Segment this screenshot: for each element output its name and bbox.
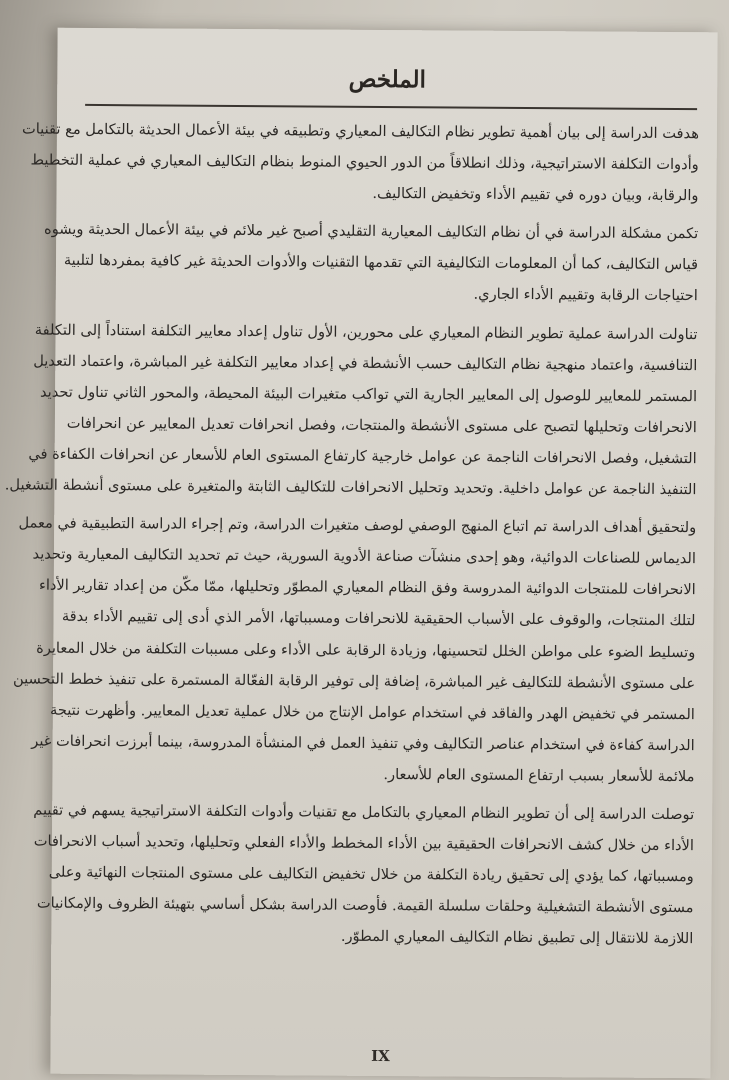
text-line: تكمن مشكلة الدراسة في أن نظام التكاليف المعيارية التقليدي أصبح غير ملائم في بيئة الأعمال الحديثة ويشوه — [44, 220, 699, 243]
text-line: الديماس للصناعات الدوائية، وهو إحدى منشآت صناعة الأدوية السورية، حيث تم تحديد التكاليف المعيارية وتحديد — [32, 545, 697, 568]
text-line: وتسليط الضوء على مواطن الخلل لتحسينها، وزيادة الرقابة على الأداء وعلى مسببات التكلفة من خلال المعايرة — [36, 639, 696, 661]
text-line: ملائمة للأسعار بسبب ارتفاع المستوى العام للأسعار. — [383, 765, 695, 786]
text-line: الانحرافات وتحليلها لتصبح على مستوى الأنشطة والمنتجات، وفصل انحرافات تعديل المعايير عن انحرافات — [66, 414, 697, 437]
text-line: هدفت الدراسة إلى بيان أهمية تطوير نظام التكاليف المعياري وتطبيقه في بيئة الأعمال الحديثة بالتكامل مع تقنيات — [21, 120, 699, 143]
text-line: المستمر في تخفيض الهدر والفاقد في استخدام عوامل الإنتاج من خلال عملية تعديل المعايير. وأظهرت نتيجة — [50, 701, 695, 723]
text-line: والرقابة، وبيان دوره في تقييم الأداء وتخفيض التكاليف. — [372, 185, 699, 205]
text-line: ومسبباتها، كما يؤدي إلى تحقيق ريادة التكلفة من خلال تخفيض التكاليف على مستوى المنتجات النهائية وعلى — [48, 863, 694, 886]
text-line: التنافسية، واعتماد منهجية نظام التكاليف حسب الأنشطة في إعداد معايير التكلفة غير المباشرة، واعتماد التعديل — [33, 352, 698, 374]
text-line: توصلت الدراسة إلى أن تطوير النظام المعياري بالتكامل مع تقنيات وأدوات التكلفة الاستراتيجية يسهم في تقييم — [33, 801, 695, 824]
text-line: قياس التكاليف، كما أن المعلومات التكاليفية التي تقدمها التقنيات والأدوات الحديثة غير كافية بمفردها لتلبية — [63, 252, 699, 274]
abstract-paragraph — [33, 795, 695, 955]
text-line: احتياجات الرقابة وتقييم الأداء الجاري. — [473, 286, 698, 305]
text-line: الانحرافات للمنتجات الدوائية المدروسة وفق النظام المعياري المطوّر وتحليلها، ممّا مكّن من إعداد تقارير الأداء — [38, 576, 696, 599]
abstract-paragraph — [4, 314, 698, 505]
text-line: لتلك المنتجات، والوقوف على الأسباب الحقيقية للانحرافات ومسبباتها، الأمر الذي أدى إلى تقييم الأداء بدقة — [61, 608, 696, 630]
abstract-paragraph — [12, 508, 697, 792]
text-line: الأداء من خلال كشف الانحرافات الحقيقية بين الأداء المخطط والأداء الفعلي وتحليلها، وتحديد أسباب الانحرافات — [33, 832, 695, 855]
page-number: IX — [371, 1046, 390, 1066]
abstract-body — [4, 114, 699, 962]
document-page — [4, 28, 717, 1079]
abstract-paragraph — [44, 214, 699, 312]
page-title: الملخص — [348, 65, 427, 94]
text-line: التنفيذ الناجمة عن عوامل داخلية. وتحديد وتحليل الانحرافات للتكاليف الثابتة والمتغيرة على مستوى أنشطة التشغيل. — [4, 476, 697, 499]
text-line: وأدوات التكلفة الاستراتيجية، وذلك انطلاقاً من الدور الحيوي المنوط بنظام التكاليف المعياري في عملية التخطيط — [30, 151, 699, 174]
text-line: على مستوى الأنشطة للتكاليف غير المباشرة، إضافة إلى توفير الرقابة الفعّالة المستمرة على تنفيذ خطط التحسين — [12, 670, 696, 692]
abstract-paragraph — [21, 114, 699, 212]
text-line: الدراسة كفاءة في استخدام عناصر التكاليف وفي تنفيذ العمل في المنشأة المدروسة، بينما أبرزت انحرافات غير — [31, 732, 695, 754]
text-line: اللازمة للانتقال إلى تطبيق نظام التكاليف المعياري المطوّر. — [340, 928, 694, 948]
text-line: التشغيل، وفصل الانحرافات الناجمة عن عوامل خارجية كارتفاع المستوى العام للأسعار عن انحرافات الكفاءة في — [28, 445, 697, 468]
text-line: مستوى الأنشطة التشغيلية وحلقات سلسلة القيمة. فأوصت الدراسة بشكل أساسي بتهيئة الظروف والإمكانيات — [36, 894, 694, 917]
text-line: تناولت الدراسة عملية تطوير النظام المعياري على محورين، الأول تناول إعداد معايير التكلفة استناداً إلى التكلفة — [34, 321, 698, 343]
text-line: المستمر للمعايير للوصول إلى المعايير الجارية التي تواكب متغيرات البيئة المحيطة، والمحور الثاني تناول تحديد — [39, 383, 698, 405]
title-underline — [85, 104, 697, 110]
text-line: ولتحقيق أهداف الدراسة تم اتباع المنهج الوصفي لوصف متغيرات الدراسة، وتم إجراء الدراسة التطبيقية في معمل — [18, 514, 697, 537]
